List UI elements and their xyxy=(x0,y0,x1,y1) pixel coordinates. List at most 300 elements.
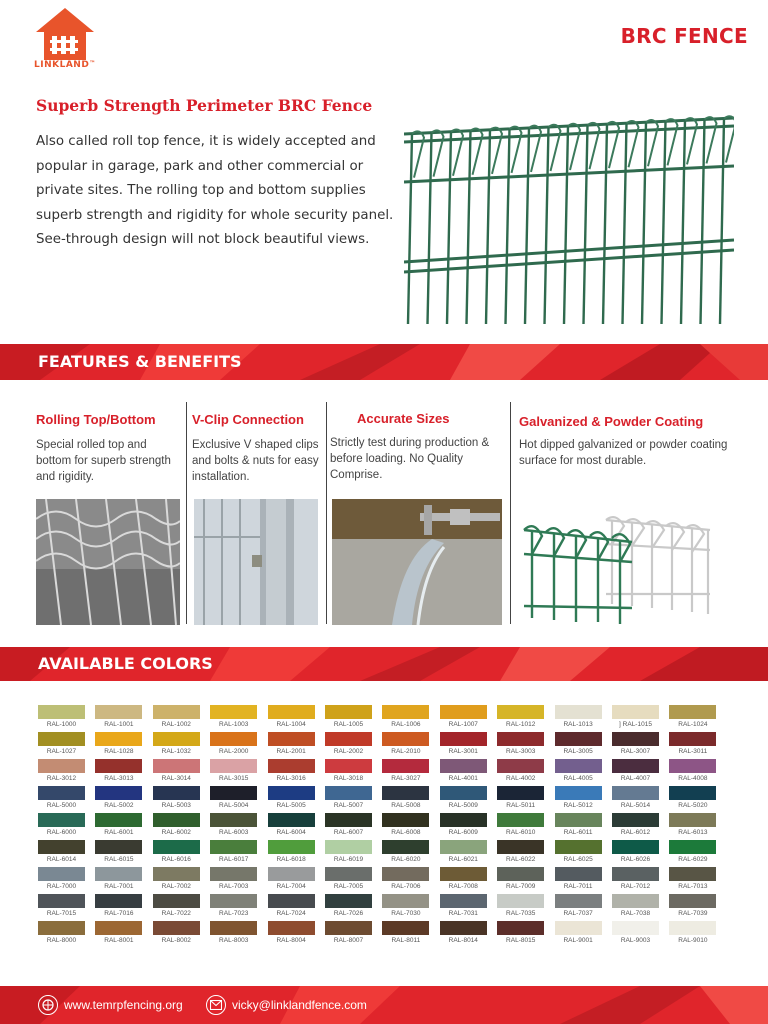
color-chip xyxy=(382,867,429,881)
color-swatch xyxy=(669,921,716,944)
color-code: RAL-6002 xyxy=(161,829,191,836)
logo-text: LINKLAND™ xyxy=(34,60,96,70)
color-code: RAL-3007 xyxy=(620,748,651,755)
feature-divider xyxy=(186,402,187,624)
color-swatch xyxy=(555,759,602,782)
color-swatch xyxy=(382,894,429,917)
intro-paragraph: Also called roll top fence, it is widely accepted and popular in garage, park and other commercial or private sites. The rolling top and bottom supplies superb strength and rigidity for whole security panel. See-through design will not block beautiful views. xyxy=(36,134,394,247)
color-chip xyxy=(210,813,257,827)
color-chip xyxy=(555,894,602,908)
color-swatch xyxy=(497,921,544,944)
feature-2-title: V-Clip Connection xyxy=(192,412,304,427)
color-chip xyxy=(669,732,716,746)
color-swatch xyxy=(669,867,716,890)
color-chip xyxy=(95,759,142,773)
color-code: RAL-7013 xyxy=(678,883,708,890)
color-swatch xyxy=(497,894,544,917)
color-chip xyxy=(268,813,315,827)
color-swatch xyxy=(153,732,200,755)
color-swatch xyxy=(612,840,659,863)
color-swatch xyxy=(325,840,372,863)
color-swatch xyxy=(268,786,315,809)
color-chip xyxy=(440,867,487,881)
color-chip xyxy=(669,921,716,935)
color-swatch xyxy=(95,786,142,809)
color-chip xyxy=(669,705,716,719)
color-chip xyxy=(382,894,429,908)
color-swatch xyxy=(95,732,142,755)
color-chip xyxy=(555,921,602,935)
color-swatch xyxy=(440,867,487,890)
color-code: RAL-1001 xyxy=(104,721,134,728)
color-swatch xyxy=(268,759,315,782)
color-chip xyxy=(38,786,85,800)
color-swatch xyxy=(210,732,257,755)
feature-3-title: Accurate Sizes xyxy=(357,411,450,426)
color-chip xyxy=(669,759,716,773)
color-chip xyxy=(382,786,429,800)
color-swatch xyxy=(555,867,602,890)
color-swatch xyxy=(669,813,716,836)
color-code: RAL-8011 xyxy=(391,937,421,944)
email-link[interactable]: vicky@linklandfence.com xyxy=(232,998,367,1012)
color-code: RAL-7004 xyxy=(276,883,306,890)
color-swatch xyxy=(555,786,602,809)
color-swatch xyxy=(612,894,659,917)
color-swatch xyxy=(382,759,429,782)
v-clip-photo xyxy=(194,499,318,625)
color-chip xyxy=(669,867,716,881)
color-code: RAL-1005 xyxy=(333,721,364,728)
color-code: RAL-5008 xyxy=(391,802,421,809)
color-swatch xyxy=(325,921,372,944)
color-swatch xyxy=(210,813,257,836)
color-swatch xyxy=(95,813,142,836)
color-code: RAL-9001 xyxy=(563,937,593,944)
color-chip xyxy=(382,759,429,773)
color-chip xyxy=(268,840,315,854)
color-code: RAL-7015 xyxy=(46,910,77,917)
color-code: RAL-5014 xyxy=(620,802,651,809)
color-swatch xyxy=(440,759,487,782)
color-code: RAL-7016 xyxy=(104,910,134,917)
color-swatch xyxy=(382,786,429,809)
feature-1-title: Rolling Top/Bottom xyxy=(36,412,156,427)
color-code: RAL-5020 xyxy=(678,802,708,809)
color-code: RAL-7035 xyxy=(506,910,536,917)
color-chip xyxy=(268,786,315,800)
color-swatch xyxy=(268,813,315,836)
color-code: RAL-6004 xyxy=(276,829,306,836)
color-chip xyxy=(153,759,200,773)
feature-3-desc: Strictly test during production & before loading. No Quality Comprise. xyxy=(330,437,490,481)
color-chip xyxy=(268,867,315,881)
color-chip xyxy=(325,921,372,935)
color-chip xyxy=(497,867,544,881)
color-code: RAL-7003 xyxy=(219,883,249,890)
color-swatch xyxy=(612,867,659,890)
color-chip xyxy=(325,813,372,827)
hero-fence-image xyxy=(404,112,734,324)
color-swatch xyxy=(669,732,716,755)
color-swatch xyxy=(555,840,602,863)
color-chip xyxy=(38,705,85,719)
color-chip xyxy=(669,813,716,827)
color-code: RAL-1027 xyxy=(46,748,77,755)
color-chip xyxy=(440,705,487,719)
color-chip xyxy=(612,759,659,773)
color-code: RAL-1024 xyxy=(678,721,708,728)
color-chip xyxy=(210,705,257,719)
color-code: RAL-1006 xyxy=(391,721,421,728)
color-code: RAL-8004 xyxy=(276,937,306,944)
colors-band xyxy=(0,647,768,681)
color-chip xyxy=(382,840,429,854)
color-chip xyxy=(153,705,200,719)
color-swatch xyxy=(38,813,85,836)
color-swatch xyxy=(440,732,487,755)
color-swatch xyxy=(612,921,659,944)
website-link[interactable]: www.temrpfencing.org xyxy=(64,998,183,1012)
color-chip xyxy=(95,705,142,719)
color-chip xyxy=(325,732,372,746)
color-swatch xyxy=(268,732,315,755)
color-code: RAL-6011 xyxy=(563,829,593,836)
color-code: RAL-7022 xyxy=(161,910,191,917)
color-code: RAL-8001 xyxy=(104,937,134,944)
color-code: RAL-7023 xyxy=(219,910,249,917)
color-code: RAL-1000 xyxy=(46,721,77,728)
color-swatch xyxy=(669,705,716,728)
color-swatch xyxy=(382,705,429,728)
color-code: RAL-5003 xyxy=(161,802,191,809)
color-chip xyxy=(268,759,315,773)
color-code: RAL-7037 xyxy=(563,910,593,917)
color-chip xyxy=(210,759,257,773)
color-swatch xyxy=(669,894,716,917)
color-chip xyxy=(497,840,544,854)
color-swatch xyxy=(210,921,257,944)
color-chip xyxy=(325,705,372,719)
color-chip xyxy=(555,813,602,827)
color-code: RAL-7005 xyxy=(333,883,364,890)
color-chip xyxy=(497,732,544,746)
color-chip xyxy=(497,921,544,935)
color-code: RAL-7006 xyxy=(391,883,421,890)
color-chip xyxy=(95,786,142,800)
color-chip xyxy=(268,894,315,908)
color-code: RAL-5002 xyxy=(104,802,134,809)
color-swatch xyxy=(95,759,142,782)
color-swatch xyxy=(38,786,85,809)
color-chip xyxy=(38,921,85,935)
color-chip xyxy=(612,840,659,854)
color-chip xyxy=(268,732,315,746)
color-chip xyxy=(210,732,257,746)
color-swatch xyxy=(38,732,85,755)
color-swatch xyxy=(268,921,315,944)
color-chip xyxy=(497,894,544,908)
color-swatch-grid xyxy=(38,705,728,965)
color-code: RAL-2010 xyxy=(391,748,421,755)
color-chip xyxy=(612,921,659,935)
color-swatch xyxy=(440,840,487,863)
color-swatch xyxy=(497,840,544,863)
envelope-icon xyxy=(206,995,226,1015)
color-code: RAL-3003 xyxy=(506,748,536,755)
color-code: RAL-6020 xyxy=(391,856,421,863)
color-chip xyxy=(153,867,200,881)
color-swatch xyxy=(325,867,372,890)
feature-divider xyxy=(510,402,511,624)
features-band-title: FEATURES & BENEFITS xyxy=(38,352,242,371)
color-swatch xyxy=(440,705,487,728)
color-code: RAL-7011 xyxy=(563,883,593,890)
color-chip xyxy=(95,921,142,935)
color-code: RAL-1012 xyxy=(506,721,536,728)
feature-4-title: Galvanized & Powder Coating xyxy=(519,414,704,429)
color-swatch xyxy=(497,813,544,836)
footer-website[interactable] xyxy=(38,994,183,1016)
color-chip xyxy=(38,813,85,827)
color-chip xyxy=(95,813,142,827)
color-chip xyxy=(497,813,544,827)
color-code: RAL-4005 xyxy=(563,775,593,782)
color-code: RAL-1028 xyxy=(104,748,134,755)
color-code: RAL-1003 xyxy=(219,721,249,728)
color-swatch xyxy=(612,813,659,836)
color-code: ] RAL-1015 xyxy=(619,721,652,728)
color-code: RAL-3018 xyxy=(333,775,364,782)
color-swatch xyxy=(268,705,315,728)
feature-1-desc: Special rolled top and bottom for superb strength and rigidity. xyxy=(36,439,171,483)
color-code: RAL-6013 xyxy=(678,829,708,836)
color-swatch xyxy=(153,921,200,944)
color-chip xyxy=(440,759,487,773)
color-code: RAL-6029 xyxy=(678,856,708,863)
color-code: RAL-7002 xyxy=(161,883,191,890)
color-code: RAL-1004 xyxy=(276,721,306,728)
color-code: RAL-8002 xyxy=(161,937,191,944)
color-chip xyxy=(669,894,716,908)
color-chip xyxy=(210,921,257,935)
color-swatch xyxy=(210,786,257,809)
color-swatch xyxy=(555,894,602,917)
color-chip xyxy=(555,759,602,773)
color-swatch xyxy=(95,921,142,944)
color-chip xyxy=(268,705,315,719)
color-code: RAL-1032 xyxy=(161,748,191,755)
color-code: RAL-8003 xyxy=(219,937,249,944)
color-swatch xyxy=(669,840,716,863)
color-code: RAL-3015 xyxy=(219,775,249,782)
color-code: RAL-9010 xyxy=(678,937,708,944)
color-code: RAL-5005 xyxy=(276,802,306,809)
color-code: RAL-6014 xyxy=(46,856,77,863)
color-chip xyxy=(38,894,85,908)
color-code: RAL-8007 xyxy=(333,937,364,944)
color-chip xyxy=(497,705,544,719)
color-chip xyxy=(153,840,200,854)
color-swatch xyxy=(153,786,200,809)
color-swatch xyxy=(382,813,429,836)
color-swatch xyxy=(555,732,602,755)
color-chip xyxy=(612,813,659,827)
color-code: RAL-7038 xyxy=(620,910,651,917)
color-swatch xyxy=(38,759,85,782)
color-code: RAL-8015 xyxy=(506,937,536,944)
color-chip xyxy=(153,732,200,746)
color-chip xyxy=(325,840,372,854)
color-code: RAL-3013 xyxy=(104,775,134,782)
color-swatch xyxy=(268,840,315,863)
color-chip xyxy=(325,867,372,881)
color-swatch xyxy=(153,867,200,890)
color-code: RAL-5009 xyxy=(448,802,478,809)
color-swatch xyxy=(382,921,429,944)
color-swatch xyxy=(210,759,257,782)
color-chip xyxy=(440,786,487,800)
color-chip xyxy=(95,894,142,908)
color-chip xyxy=(612,867,659,881)
color-code: RAL-8000 xyxy=(46,937,77,944)
color-swatch xyxy=(497,786,544,809)
color-code: RAL-3011 xyxy=(678,748,708,755)
color-code: RAL-5011 xyxy=(506,802,536,809)
color-code: RAL-1007 xyxy=(448,721,478,728)
color-swatch xyxy=(210,705,257,728)
color-code: RAL-7001 xyxy=(104,883,134,890)
color-swatch xyxy=(555,813,602,836)
color-swatch xyxy=(153,705,200,728)
color-swatch xyxy=(95,840,142,863)
color-swatch xyxy=(612,786,659,809)
color-code: RAL-6001 xyxy=(104,829,134,836)
color-code: RAL-5007 xyxy=(333,802,364,809)
colors-band-title: AVAILABLE COLORS xyxy=(38,654,213,673)
color-chip xyxy=(38,732,85,746)
color-chip xyxy=(325,894,372,908)
color-swatch xyxy=(38,867,85,890)
color-code: RAL-4008 xyxy=(678,775,708,782)
color-code: RAL-2001 xyxy=(276,748,306,755)
color-chip xyxy=(153,921,200,935)
color-chip xyxy=(153,786,200,800)
coating-fences-image xyxy=(520,514,712,626)
color-swatch xyxy=(612,705,659,728)
color-chip xyxy=(268,921,315,935)
color-chip xyxy=(210,867,257,881)
color-chip xyxy=(95,732,142,746)
color-swatch xyxy=(38,840,85,863)
house-icon xyxy=(30,6,100,62)
rolling-top-photo xyxy=(36,499,180,625)
color-chip xyxy=(555,732,602,746)
color-code: RAL-3005 xyxy=(563,748,593,755)
color-code: RAL-3016 xyxy=(276,775,306,782)
color-code: RAL-7009 xyxy=(506,883,536,890)
color-swatch xyxy=(382,840,429,863)
color-code: RAL-6010 xyxy=(506,829,536,836)
color-chip xyxy=(38,867,85,881)
color-chip xyxy=(38,840,85,854)
color-code: RAL-6000 xyxy=(46,829,77,836)
color-code: RAL-2002 xyxy=(333,748,364,755)
color-swatch xyxy=(325,894,372,917)
color-swatch xyxy=(153,759,200,782)
color-code: RAL-3001 xyxy=(448,748,478,755)
color-chip xyxy=(382,705,429,719)
color-chip xyxy=(440,813,487,827)
color-swatch xyxy=(440,786,487,809)
color-swatch xyxy=(38,894,85,917)
color-swatch xyxy=(325,786,372,809)
color-chip xyxy=(612,894,659,908)
color-code: RAL-6008 xyxy=(391,829,421,836)
color-swatch xyxy=(38,705,85,728)
color-chip xyxy=(612,705,659,719)
color-chip xyxy=(210,786,257,800)
color-chip xyxy=(555,705,602,719)
color-chip xyxy=(555,840,602,854)
color-chip xyxy=(153,813,200,827)
color-swatch xyxy=(153,813,200,836)
color-code: RAL-4002 xyxy=(506,775,536,782)
color-swatch xyxy=(440,921,487,944)
footer-email[interactable] xyxy=(206,994,367,1016)
color-code: RAL-5000 xyxy=(46,802,77,809)
color-swatch xyxy=(95,867,142,890)
color-chip xyxy=(210,840,257,854)
color-swatch xyxy=(95,705,142,728)
color-chip xyxy=(440,921,487,935)
color-code: RAL-7012 xyxy=(620,883,651,890)
color-code: RAL-1013 xyxy=(563,721,593,728)
color-code: RAL-1002 xyxy=(161,721,191,728)
color-swatch xyxy=(497,867,544,890)
color-swatch xyxy=(210,894,257,917)
color-swatch xyxy=(382,867,429,890)
color-code: RAL-3012 xyxy=(46,775,77,782)
color-chip xyxy=(38,759,85,773)
color-code: RAL-6022 xyxy=(506,856,536,863)
color-swatch xyxy=(382,732,429,755)
color-chip xyxy=(669,840,716,854)
color-chip xyxy=(555,867,602,881)
color-swatch xyxy=(325,732,372,755)
color-swatch xyxy=(669,759,716,782)
color-swatch xyxy=(555,705,602,728)
color-code: RAL-6026 xyxy=(620,856,651,863)
color-code: RAL-6015 xyxy=(104,856,134,863)
color-code: RAL-6009 xyxy=(448,829,478,836)
color-chip xyxy=(325,786,372,800)
color-code: RAL-5012 xyxy=(563,802,593,809)
color-code: RAL-7000 xyxy=(46,883,77,890)
color-code: RAL-6019 xyxy=(333,856,364,863)
color-chip xyxy=(440,732,487,746)
color-swatch xyxy=(325,813,372,836)
globe-icon xyxy=(38,995,58,1015)
color-chip xyxy=(382,813,429,827)
color-swatch xyxy=(440,813,487,836)
color-code: RAL-6021 xyxy=(448,856,478,863)
color-code: RAL-5004 xyxy=(219,802,249,809)
feature-4-desc: Hot dipped galvanized or powder coating surface for most durable. xyxy=(519,439,728,467)
color-code: RAL-8014 xyxy=(448,937,478,944)
color-code: RAL-3014 xyxy=(161,775,191,782)
color-chip xyxy=(497,759,544,773)
